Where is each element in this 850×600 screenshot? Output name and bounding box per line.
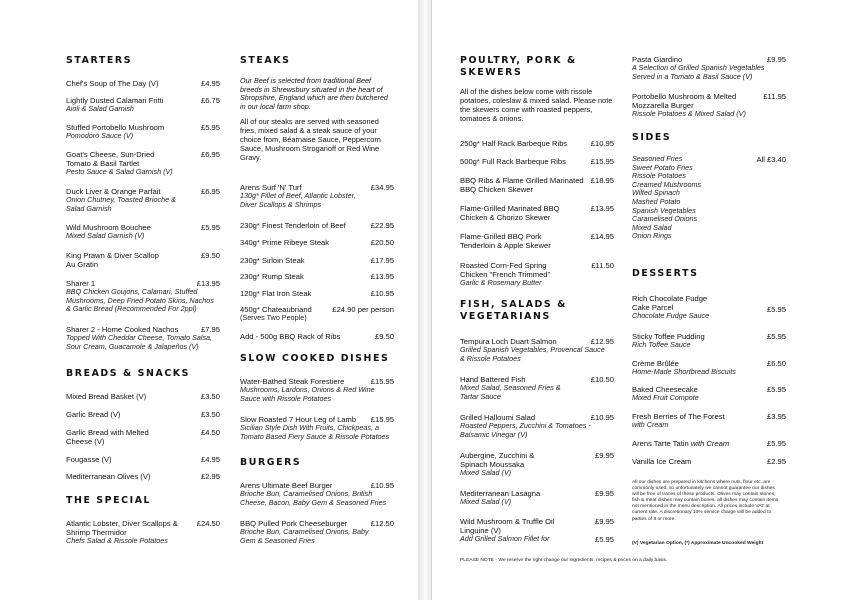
column-steaks: [240, 55, 394, 545]
list-item: Mixed Salad: [632, 222, 672, 232]
menu-item: Garlic Bread with Melted Cheese (V) £4.50: [66, 428, 220, 446]
allergen-notice: All our dishes are prepared in kitchens where nuts, flour etc. are commonly used, so unfortunately we cannot guarantee our dishes will be free of traces of these products. Olives may contain stones, fish & meat dishes may contain bones, all dishes may contain items not mentioned in the menu description. All prices include VAT at current rate. A discretionary 10% service charge will be added to parties of 8 or more.: [632, 480, 779, 522]
menu-item: 340g* Prime Ribeye Steak £20.50: [240, 238, 394, 247]
section-title-desserts: DESSERTS: [632, 268, 699, 279]
list-item: Creamed Mushrooms: [632, 179, 702, 189]
list-item: Onion Rings: [632, 231, 672, 241]
menu-item: Flame-Grilled BBQ Pork Tenderloin & Apple Skewer £14.95: [460, 232, 614, 250]
menu-item: Portobello Mushroom & Melted Mozzarella Burger £11.95 Rissole Potatoes & Mixed Salad (V): [632, 92, 786, 118]
menu-item: Goat's Cheese, Sun-Dried Tomato & Basil Tartlet £6.95 Pesto Sauce & Salad Garnish (V): [66, 150, 220, 176]
section-title-poultry: POULTRY, PORK & SKEWERS: [460, 55, 577, 78]
menu-item: Vanilla Ice Cream £2.95: [632, 457, 786, 466]
page-gutter: [418, 0, 432, 600]
menu-item: Mediterranean Lasagna £9.95 Mixed Salad (V): [460, 489, 614, 506]
list-item: Seasoned Fries: [632, 154, 683, 163]
section-title-sides: SIDES: [632, 132, 672, 143]
menu-item: 250g* Half Rack Barbeque Ribs £10.95: [460, 139, 614, 148]
menu-item: Add - 500g BBQ Rack of Ribs £9.50: [240, 332, 394, 341]
menu-item: Water-Bathed Steak Forestiere £15.95 Mushrooms, Lardons, Onions & Red Wine Sauce with Rissole Potatoes: [240, 377, 394, 403]
menu-item: BBQ Pulled Pork Cheeseburger £12.50 Brioche Bun, Caramelised Onions, Baby Gem & Seasoned Fries: [240, 519, 394, 545]
menu-item: Pasta Giardino £9.95 A Selection of Grilled Spanish Vegetables Served in a Tomato & Basil Sauce (V): [632, 55, 786, 81]
menu-item: Roasted Corn-Fed Spring Chicken "French Trimmed" £11.50 Garlic & Rosemary Butter: [460, 261, 614, 287]
menu-item: Crème Brûlée £6.50 Home-Made Shortbread Biscuits: [632, 359, 786, 376]
menu-item: Stuffed Portobello Mushroom £5.95 Pomodoro Sauce (V): [66, 123, 220, 140]
menu-item: Garlic Bread (V) £3.50: [66, 410, 220, 419]
menu-item: BBQ Ribs & Flame Grilled Marinated BBQ Chicken Skewer £18.95: [460, 176, 614, 194]
menu-item: 120g* Flat Iron Steak £10.95: [240, 289, 394, 298]
menu-item: 230g* Sirloin Steak £17.95: [240, 256, 394, 265]
menu-item: Sharer 2 - Home Cooked Nachos £7.95 Topped With Cheddar Cheese, Tomato Salsa, Sour Cream, Guacamole & Jalapeños (V): [66, 325, 220, 351]
menu-item: Chef's Soup of The Day (V) £4.95: [66, 79, 220, 88]
list-item: Rissole Potatoes: [632, 171, 686, 181]
menu-item: Aubergine, Zucchini & Spinach Moussaka £9.95 Mixed Salad (V): [460, 451, 614, 477]
menu-item: Tempura Loch Duart Salmon £12.95 Grilled Spanish Vegetables, Provencal Sauce & Rissole Potatoes: [460, 337, 614, 363]
menu-item: Duck Liver & Orange Parfait £6.95 Onion Chutney, Toasted Brioche & Salad Garnish: [66, 187, 220, 213]
menu-item: Fougasse (V) £4.95: [66, 455, 220, 464]
menu-item: Rich Chocolate Fudge Cake Parcel £5.95 Chocolate Fudge Sauce: [632, 294, 786, 320]
section-title-special: THE SPECIAL: [66, 495, 152, 506]
menu-item: Mixed Bread Basket (V) £3.50: [66, 392, 220, 401]
section-title-fish: FISH, SALADS & VEGETARIANS: [460, 299, 567, 322]
menu-item: Baked Cheesecake £5.95 Mixed Fruit Compote: [632, 385, 786, 402]
section-title-slow-cooked: SLOW COOKED DISHES: [240, 353, 390, 364]
menu-item: Sharer 1 £13.95 BBQ Chicken Goujons, Calamari, Stuffed Mushrooms, Deep Fried Potato Skins, Nachos & Garlic Bread (Recommended For 2ppl): [66, 279, 220, 314]
list-item: Spanish Vegetables: [632, 205, 696, 215]
menu-item: Slow Roasted 7 Hour Leg of Lamb £15.95 Sicilian Style Dish With Fruits, Chickpeas, a Tomato Based Fiery Sauce & Rissole Potatoes: [240, 415, 394, 441]
menu-item: Atlantic Lobster, Diver Scallops & Shrimp Thermidor £24.50 Chefs Salad & Rissole Potatoes: [66, 519, 220, 545]
menu-item: Arens Surf 'N' Turf £34.95 130g* Fillet of Beef, Atlantic Lobster, Diver Scallops & Shrimps: [240, 183, 394, 209]
menu-item: Flame-Grilled Marinated BBQ Chicken & Chorizo Skewer £13.95: [460, 204, 614, 222]
legend-notice: (V) Vegetarian Option, (*) Approximate Uncooked Weight: [632, 541, 764, 546]
section-title-starters: STARTERS: [66, 55, 133, 66]
section-title-steaks: STEAKS: [240, 55, 291, 66]
menu-item: 500g* Full Rack Barbeque Ribs £15.95: [460, 157, 614, 166]
poultry-intro: All of the dishes below come with rissole potatoes, coleslaw & mixed salad. Please note the skewers come with roasted peppers, tomatoes & onions.: [460, 87, 613, 123]
menu-item: King Prawn & Diver Scallop Au Gratin £9.50: [66, 251, 220, 269]
menu-item: Sticky Toffee Pudding £5.95 Rich Toffee Sauce: [632, 332, 786, 349]
menu-item: Arens Tarte Tatin with Cream £5.95: [632, 439, 786, 448]
menu-item: Grilled Halloumi Salad £10.95 Roasted Peppers, Zucchini & Tomatoes - Balsamic Vinegar (V): [460, 413, 614, 439]
menu-item: Mediterranean Olives (V) £2.95: [66, 472, 220, 481]
menu-item: Wild Mushroom & Truffle Oil Linguine (V) £9.95 Add Grilled Salmon Fillet for £5.95: [460, 517, 614, 544]
menu-item: Lightly Dusted Calamari Fritti £6.75 Aioli & Salad Garnish: [66, 96, 220, 113]
list-item: Sweet Potato Fries: [632, 162, 693, 172]
price-footnote: PLEASE NOTE - We reserve the right change our ingredients, recipes & prices on a daily basis.: [460, 558, 668, 563]
menu-item: Fresh Berries of The Forest £3.95 with Cream: [632, 412, 786, 429]
menu-item: 230g* Rump Steak £13.95: [240, 272, 394, 281]
menu-item: 230g* Finest Tenderloin of Beef £22.95: [240, 221, 394, 230]
menu-item: Hand Battered Fish £10.50 Mixed Salad, Seasoned Fries & Tartar Sauce: [460, 375, 614, 401]
section-title-burgers: BURGERS: [240, 457, 302, 468]
list-item: Caramelised Onions: [632, 214, 698, 224]
sides-list: All £3.40 Seasoned Fries Sweet Potato Fries Rissole Potatoes Creamed Mushrooms Wilted Spinach Mashed Potato Spanish Vegetables Caramelised Onions Mixed Salad Onion Rings: [632, 154, 786, 241]
menu-item: Wild Mushroom Bouchee £5.95 Mixed Salad Garnish (V): [66, 223, 220, 240]
menu-item: 450g* Chateaubriand £24.90 per person (Serves Two People): [240, 305, 394, 322]
list-item: Wilted Spinach: [632, 188, 680, 198]
steaks-intro-2: All of our steaks are served with seasoned fries, mixed salad & a steak sauce of your choice from, Béarnaise Sauce, Peppercorn Sauce, Mushroom Stroganoff or Red Wine Gravy.: [240, 117, 381, 162]
menu-item: Arens Ultimate Beef Burger £10.95 Brioche Bun, Caramelised Onions, British Cheese, Bacon, Baby Gem & Seasoned Fries: [240, 481, 394, 507]
steaks-intro: Our Beef is selected from traditional Beef breeds in Shrewsbury situated in the heart of Shropshire, England which are then butchered in our local farm shop.: [240, 76, 388, 111]
list-item: Mashed Potato: [632, 196, 681, 206]
section-title-breads: BREADS & SNACKS: [66, 368, 191, 379]
column-starters: [66, 55, 220, 545]
